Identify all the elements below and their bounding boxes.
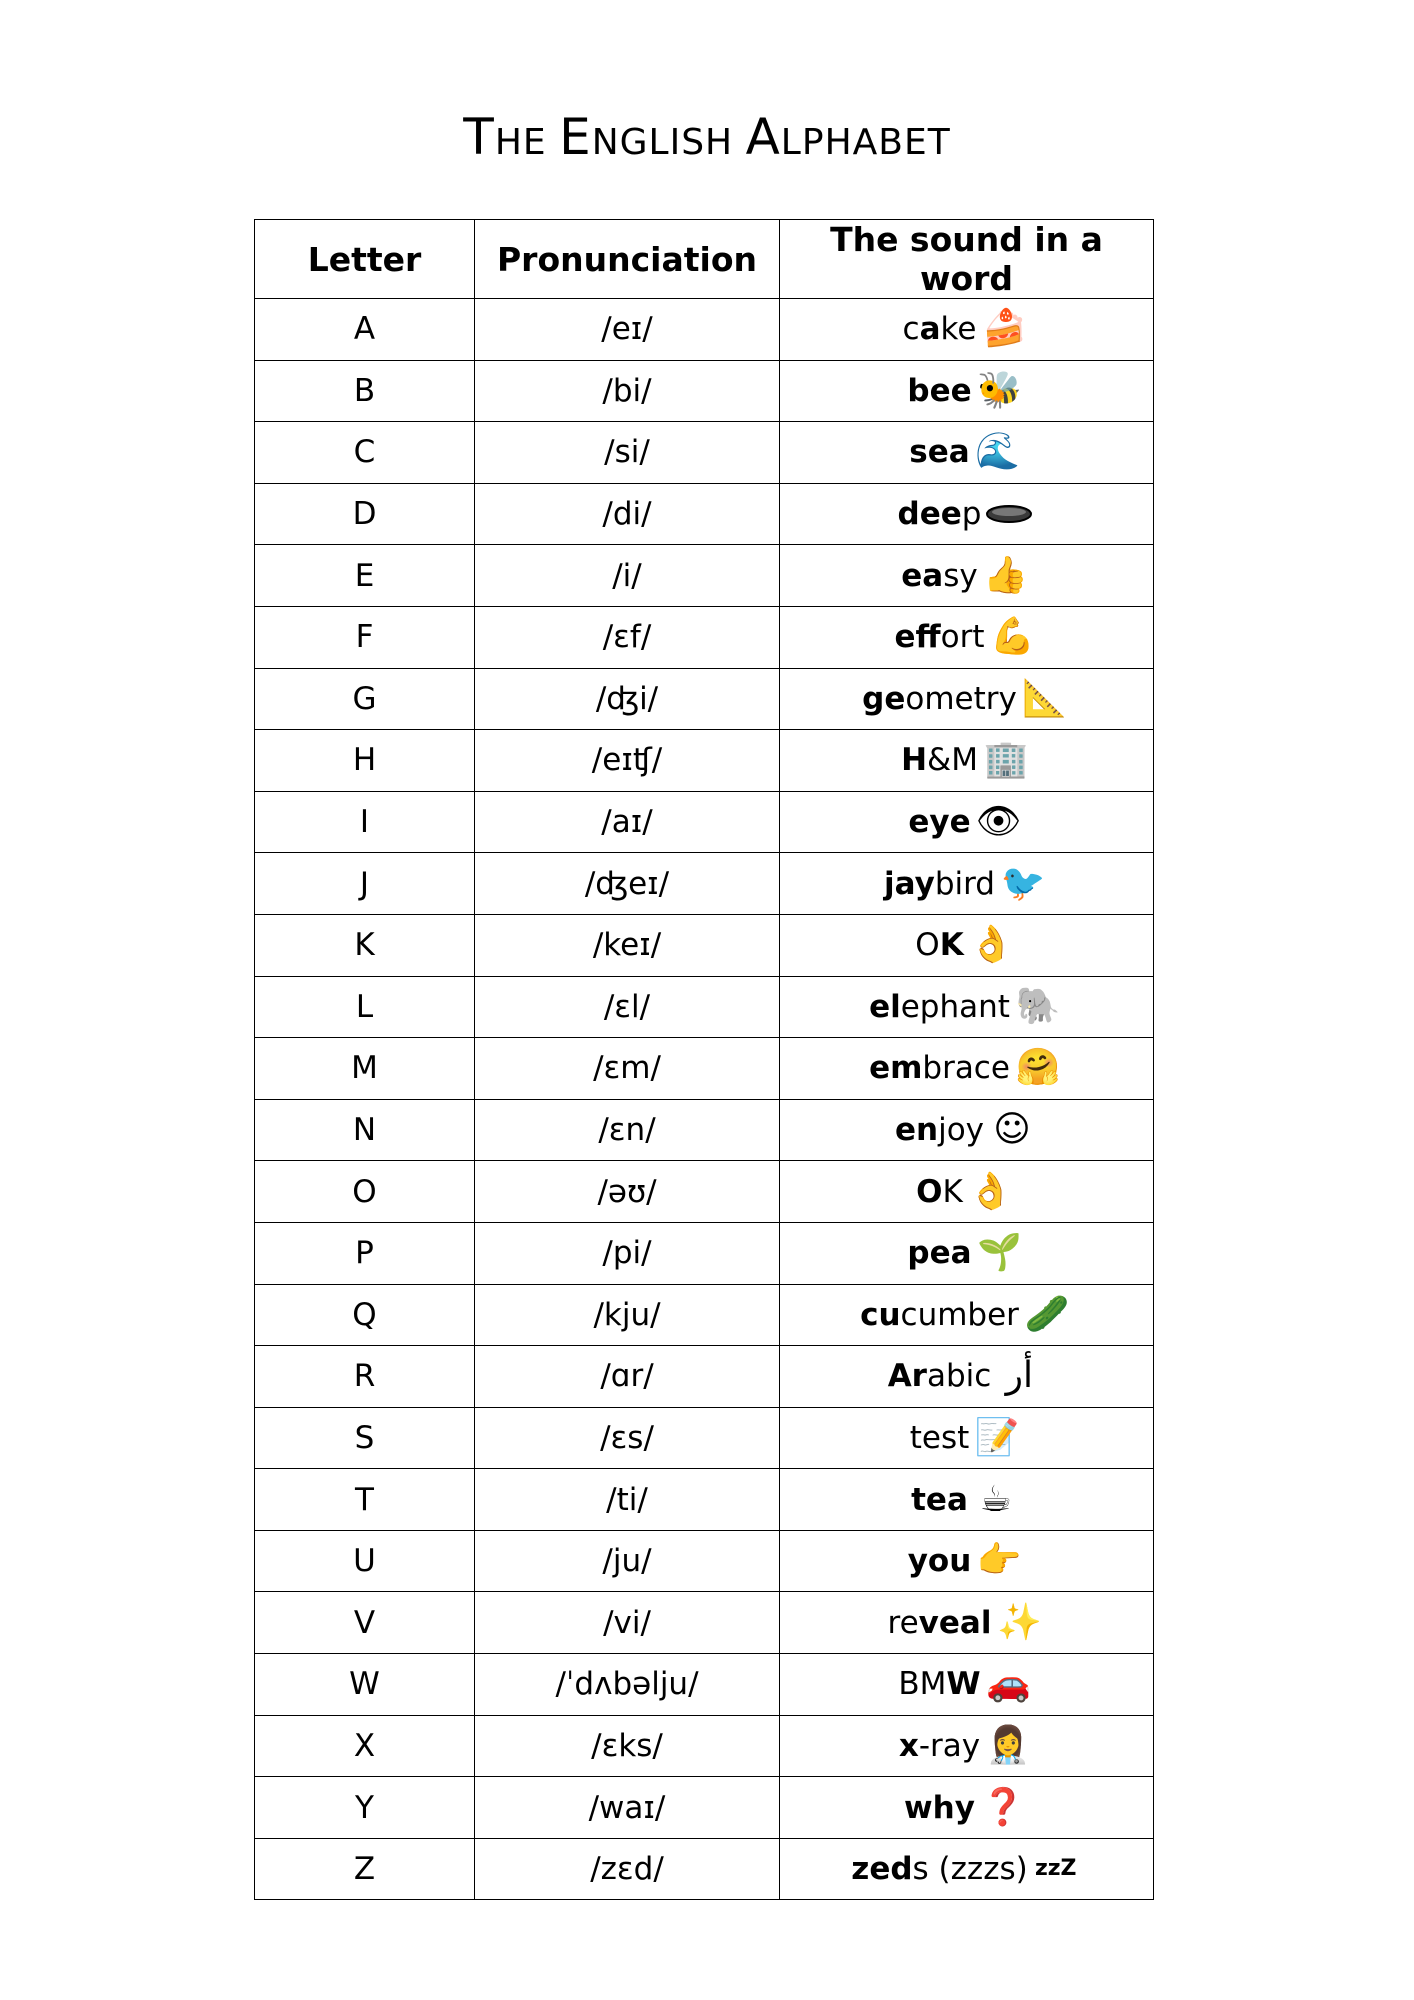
example-word (908, 799, 1024, 845)
pronunciation-cell: /bi/ (475, 360, 780, 422)
letter-cell: K (255, 914, 475, 976)
pronunciation-cell: /ʤi/ (475, 668, 780, 730)
cucumber-icon: 🥒 (1024, 1293, 1070, 1335)
pronunciation-cell: /aɪ/ (475, 791, 780, 853)
example-word-text (915, 927, 963, 963)
example-word (898, 491, 1036, 537)
sound-word-cell (780, 1099, 1154, 1161)
word-part: ke (940, 311, 977, 348)
word-part: c (902, 311, 920, 348)
pronunciation-cell: /eɪ/ (475, 299, 780, 361)
word-part: bird (934, 865, 995, 902)
letter-cell: W (255, 1654, 475, 1716)
sound-word-cell (780, 1407, 1154, 1469)
table-body (255, 299, 1154, 1900)
page-title: THE ENGLISH ALPHABET (463, 108, 951, 166)
example-word (910, 1415, 1024, 1461)
header-pronunciation: Pronunciation (475, 220, 780, 299)
example-word-text (894, 619, 984, 655)
example-word-text (916, 1174, 963, 1210)
hugging-face-icon: 🤗 (1015, 1047, 1061, 1089)
example-word (895, 1107, 1038, 1153)
pronunciation-cell: /ɛks/ (475, 1715, 780, 1777)
example-word (911, 1477, 1022, 1523)
example-word-text (898, 496, 982, 532)
highlighted-sound: eff (894, 619, 941, 656)
table-row (255, 668, 1154, 730)
sound-word-cell (780, 545, 1154, 607)
example-word (888, 1353, 1046, 1399)
office-building-icon: 🏢 (983, 739, 1029, 781)
letter-cell: P (255, 1222, 475, 1284)
highlighted-sound: x (898, 1727, 919, 1764)
example-word-text (851, 1851, 1027, 1887)
letter-cell: X (255, 1715, 475, 1777)
sound-word-cell (780, 1715, 1154, 1777)
highlighted-sound: veal (918, 1604, 992, 1641)
example-word (901, 553, 1031, 599)
example-word-text (907, 1235, 971, 1271)
table-row (255, 483, 1154, 545)
table-row (255, 1654, 1154, 1716)
letter-cell: Q (255, 1284, 475, 1346)
pronunciation-cell: /eɪʧ/ (475, 730, 780, 792)
highlighted-sound: you (907, 1543, 972, 1580)
word-part: O (915, 927, 940, 964)
highlighted-sound: W (946, 1666, 981, 1703)
letter-cell: F (255, 606, 475, 668)
pronunciation-cell: /ɑr/ (475, 1346, 780, 1408)
sparkles-icon: ✨ (997, 1601, 1042, 1643)
sound-word-cell (780, 1161, 1154, 1223)
sound-word-cell (780, 1592, 1154, 1654)
header-letter: Letter (255, 220, 475, 299)
pronunciation-cell: /ɛm/ (475, 1038, 780, 1100)
sound-word-cell (780, 606, 1154, 668)
hole-icon (983, 491, 1035, 537)
sound-word-cell (780, 1284, 1154, 1346)
letter-cell: C (255, 422, 475, 484)
sound-word-cell (780, 1469, 1154, 1531)
table-row (255, 976, 1154, 1038)
example-word (884, 861, 1049, 907)
highlighted-sound: jay (884, 865, 935, 902)
highlighted-sound: sea (909, 434, 970, 471)
example-word (909, 429, 1023, 475)
example-word-text (899, 1728, 980, 1764)
letter-cell: J (255, 853, 475, 915)
table-row (255, 1038, 1154, 1100)
pronunciation-cell: /ti/ (475, 1469, 780, 1531)
highlighted-sound: K (939, 927, 964, 964)
flexed-biceps-icon: 💪 (990, 616, 1035, 658)
table-row (255, 1777, 1154, 1839)
example-word (898, 1661, 1034, 1707)
cake-icon: 🍰 (982, 308, 1027, 350)
example-word-text (888, 1605, 992, 1641)
sound-word-cell (780, 668, 1154, 730)
example-word-text (860, 1297, 1019, 1333)
pronunciation-cell: /ɛs/ (475, 1407, 780, 1469)
letter-cell: Y (255, 1777, 475, 1839)
table-row (255, 1407, 1154, 1469)
health-worker-icon: 👩‍⚕️ (985, 1724, 1031, 1766)
word-part: sy (943, 557, 978, 594)
alphabet-table (254, 219, 1154, 1900)
word-part: p (961, 496, 982, 533)
highlighted-sound: pea (907, 1235, 972, 1272)
sound-word-cell (780, 853, 1154, 915)
word-part: cumber (900, 1296, 1019, 1333)
sound-word-cell (780, 791, 1154, 853)
letter-cell: G (255, 668, 475, 730)
example-word-text (869, 1050, 1010, 1086)
letter-cell: S (255, 1407, 475, 1469)
pronunciation-cell: /di/ (475, 483, 780, 545)
table-row (255, 606, 1154, 668)
example-word-text (869, 989, 1010, 1025)
example-word-text (907, 373, 971, 409)
word-part: &M (927, 742, 978, 779)
table-row (255, 853, 1154, 915)
highlighted-sound: H (901, 742, 928, 779)
letter-cell: I (255, 791, 475, 853)
wave-icon: 🌊 (975, 431, 1021, 473)
table-row (255, 1284, 1154, 1346)
seedling-icon: 🌱 (977, 1232, 1022, 1274)
word-part: K (942, 1173, 963, 1210)
example-word (888, 1600, 1046, 1646)
sound-word-cell (780, 976, 1154, 1038)
example-word (904, 1785, 1029, 1831)
arabic-letters-icon: أر (1005, 1355, 1033, 1397)
example-word (916, 1169, 1017, 1215)
pronunciation-cell: /kju/ (475, 1284, 780, 1346)
sound-word-cell (780, 483, 1154, 545)
table-row (255, 791, 1154, 853)
sound-word-cell (780, 914, 1154, 976)
memo-icon: 📝 (974, 1416, 1020, 1458)
example-word-text (911, 1482, 968, 1518)
sound-word-cell (780, 1222, 1154, 1284)
example-word-text (884, 866, 995, 902)
letter-cell: Z (255, 1838, 475, 1900)
word-part: brace (922, 1050, 1010, 1087)
example-word (869, 1045, 1064, 1091)
elephant-icon: 🐘 (1015, 985, 1061, 1027)
zzz-icon: zzZ (1034, 1856, 1077, 1882)
letter-cell: L (255, 976, 475, 1038)
example-word (899, 1723, 1034, 1769)
table-row (255, 1715, 1154, 1777)
highlighted-sound: bee (907, 372, 972, 409)
pronunciation-cell: /ɛl/ (475, 976, 780, 1038)
pronunciation-cell: /i/ (475, 545, 780, 607)
letter-cell: T (255, 1469, 475, 1531)
letter-cell: H (255, 730, 475, 792)
table-row (255, 1346, 1154, 1408)
word-part: test (909, 1419, 970, 1456)
pronunciation-cell: /zɛd/ (475, 1838, 780, 1900)
example-word (851, 1846, 1081, 1892)
letter-cell: N (255, 1099, 475, 1161)
smiling-face-icon: ☺ (993, 1109, 1031, 1151)
highlighted-sound: Ar (887, 1358, 927, 1395)
highlighted-sound: zed (851, 1851, 913, 1888)
header-row (255, 220, 1154, 299)
pronunciation-cell: /waɪ/ (475, 1777, 780, 1839)
pronunciation-cell: /ɛf/ (475, 606, 780, 668)
table-row (255, 1530, 1154, 1592)
example-word (907, 368, 1025, 414)
letter-cell: A (255, 299, 475, 361)
triangular-ruler-icon: 📐 (1022, 677, 1068, 719)
pronunciation-cell: /pi/ (475, 1222, 780, 1284)
highlighted-sound: ge (862, 680, 906, 717)
example-word-text (908, 804, 970, 840)
sound-word-cell (780, 1777, 1154, 1839)
highlighted-sound: ea (901, 557, 944, 594)
letter-cell: O (255, 1161, 475, 1223)
word-part: re (887, 1604, 919, 1641)
sound-word-cell (780, 299, 1154, 361)
highlighted-sound: en (894, 1112, 939, 1149)
highlighted-sound: eye (908, 804, 971, 841)
letter-cell: R (255, 1346, 475, 1408)
example-word-text (895, 1112, 984, 1148)
letter-cell: D (255, 483, 475, 545)
example-word (862, 676, 1071, 722)
sound-word-cell (780, 1530, 1154, 1592)
highlighted-sound: O (916, 1173, 943, 1210)
example-word (903, 306, 1031, 352)
word-part: ometry (905, 680, 1017, 717)
example-word (915, 922, 1017, 968)
example-word-text (909, 434, 969, 470)
tea-cup-icon: ☕ (979, 1478, 1013, 1520)
letter-cell: U (255, 1530, 475, 1592)
sound-word-cell (780, 1038, 1154, 1100)
word-part: s (zzzs) (912, 1851, 1028, 1888)
sound-word-cell (780, 360, 1154, 422)
table-row (255, 545, 1154, 607)
header-sound-in-word: The sound in a word (780, 220, 1154, 299)
word-part: joy (938, 1112, 985, 1149)
example-word (907, 1230, 1025, 1276)
ok-hand-icon: 👌 (969, 924, 1015, 966)
pointing-hand-icon: 👉 (976, 1540, 1022, 1582)
example-word-text (904, 1790, 975, 1826)
example-word (901, 737, 1032, 783)
highlighted-sound: tea (911, 1481, 968, 1518)
example-word (908, 1538, 1026, 1584)
car-icon: 🚗 (986, 1663, 1032, 1705)
example-word (894, 614, 1038, 660)
ok-hand-icon: 👌 (968, 1170, 1014, 1212)
table-row (255, 299, 1154, 361)
table-row (255, 1838, 1154, 1900)
table-row (255, 1099, 1154, 1161)
sound-word-cell (780, 422, 1154, 484)
pronunciation-cell: /əʊ/ (475, 1161, 780, 1223)
example-word-text (903, 311, 977, 347)
pronunciation-cell: /si/ (475, 422, 780, 484)
highlighted-sound: em (869, 1050, 923, 1087)
word-part: abic (926, 1358, 992, 1395)
table-row (255, 1469, 1154, 1531)
table-row (255, 914, 1154, 976)
example-word-text (908, 1543, 972, 1579)
sound-word-cell (780, 1346, 1154, 1408)
pronunciation-cell: /keɪ/ (475, 914, 780, 976)
word-part: ort (940, 619, 985, 656)
table-row (255, 1222, 1154, 1284)
pronunciation-cell: /ʤeɪ/ (475, 853, 780, 915)
sound-word-cell (780, 1838, 1154, 1900)
table-row (255, 730, 1154, 792)
example-word-text (862, 681, 1017, 717)
example-word-text (901, 742, 978, 778)
highlighted-sound: dee (897, 496, 962, 533)
sound-word-cell (780, 730, 1154, 792)
pronunciation-cell: /vi/ (475, 1592, 780, 1654)
example-word-text (901, 558, 977, 594)
example-word-text (898, 1666, 980, 1702)
pronunciation-cell: /ju/ (475, 1530, 780, 1592)
bird-icon: 🐦 (1000, 862, 1046, 904)
highlighted-sound: a (919, 311, 941, 348)
letter-cell: V (255, 1592, 475, 1654)
example-word (860, 1292, 1073, 1338)
letter-cell: B (255, 360, 475, 422)
letter-cell: M (255, 1038, 475, 1100)
highlighted-sound: why (904, 1789, 975, 1826)
thumbs-up-icon: 👍 (983, 554, 1029, 596)
highlighted-sound: cu (860, 1296, 901, 1333)
example-word-text (910, 1420, 970, 1456)
letter-cell: E (255, 545, 475, 607)
question-mark-icon: ❓ (980, 1786, 1026, 1828)
table-row (255, 1161, 1154, 1223)
eye-icon: 👁 (975, 801, 1022, 843)
pronunciation-cell: /ɛn/ (475, 1099, 780, 1161)
word-part: -ray (918, 1727, 981, 1764)
pronunciation-cell: /ˈdʌbəlju/ (475, 1654, 780, 1716)
table-row (255, 1592, 1154, 1654)
example-word (869, 984, 1064, 1030)
word-part: BM (898, 1666, 947, 1703)
sound-word-cell (780, 1654, 1154, 1716)
highlighted-sound: el (869, 988, 901, 1025)
table-row (255, 360, 1154, 422)
bee-icon: 🐝 (977, 369, 1023, 411)
table-row (255, 422, 1154, 484)
example-word-text (888, 1358, 992, 1394)
word-part: ephant (900, 988, 1010, 1025)
